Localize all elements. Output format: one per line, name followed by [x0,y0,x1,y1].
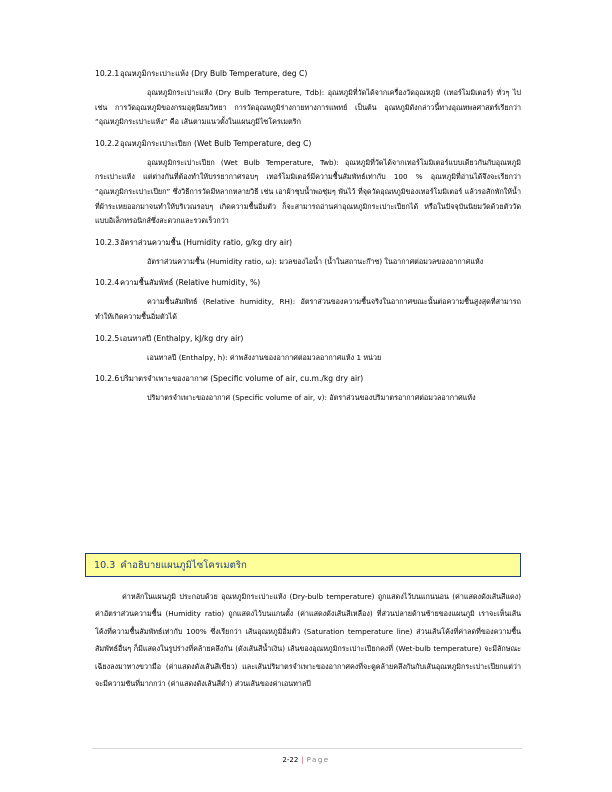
page-number: 2-22 [282,756,299,764]
section-paragraph: อุณหภูมิกระเปาะเปียก (Wet Bulb Temperature, Twb): อุณหภูมิที่วัดได้จากเทอร์โมมิเตอร์แบบเดียวกันกับอุณหภูมิกระเปาะแห้ง แต่ต่างกันที่ต้องทำให้บรรยากาศรอบๆ เทอร์โมมิเตอร์มีความชื้นสัมพัทธ์เท่ากับ 100 % อุณหภูมิที่อ่านได้จึงจะเรียกว่า “อุณหภูมิกระเปาะเปียก” ซึ่งวิธีการวัดมีหลากหลายวิธี เช่น เอาผ้าชุบน้ำพอชุ่มๆ พันไว้ ที่จุดวัดอุณหภูมิของเทอร์โมมิเตอร์ แล้วรอสักพักให้น้ำที่ผ้าระเหยออกมาจนทำให้บริเวณรอบๆ เกิดความชื้นอิ่มตัว ก็จะสามารถอ่านค่าอุณหภูมิกระเปาะเปียกได้ หรือในปัจจุบันนิยมวัดด้วยตัววัดแบบอิเล็กทรอนิกส์ซึ่งสะดวกและรวดเร็วกว่า [95,157,521,226]
body-paragraph: ค่าหลักในแผนภูมิ ประกอบด้วย อุณหภูมิกระเปาะแห้ง (Dry-bulb temperature) ถูกแสดงไว้บนแกนนอน (ค่าแสดงดังเส้นสีแดง) ค่าอัตราส่วนความชื้น (Humidity ratio) ถูกแสดงไว้บนแกนตั้ง (ค่าแสดงดังเส้นสีเหลือง) ที่ส่วนปลายด้านซ้ายของแผนภูมิ เราจะเห็นเส้นโค้งที่ความชื้นสัมพัทธ์เท่ากับ 100% ซึ่งเรียกว่า เส้นอุณหภูมิอิ่มตัว (Saturation temperature line) ส่วนเส้นโค้งที่ค่าลดที่ของความชื้นสัมพัทธ์อื่นๆ ก็มีแสดงในรูปร่างที่คล้ายคลึงกัน (ดังเส้นสีน้ำเงิน) เส้นของอุณหภูมิกระเปาะเปียกคงที่ (Wet-bulb temperature) จะมีลักษณะเฉียงลงมาทางขวามือ (ค่าแสดงดังเส้นสีเขียว) และเส้นปริมาตรจำเพาะของอากาศคงที่จะดูคล้ายคลึงกันกับเส้นอุณหภูมิกระเปาะเปียกแต่ว่าจะมีความชันที่มากกว่า (ค่าแสดงดังเส้นสีดำ) ส่วนเส้นของค่าเอนทาลปี [95,592,521,689]
section-paragraph: ความชื้นสัมพัทธ์ (Relative humidity, RH): อัตราส่วนของความชื้นจริงในอากาศขณะนั้นต่อความชื้นสูงสุดที่สามารถทำให้เกิดความชื้นอิ่มตัวได้ [95,297,521,321]
section-number: 10.2.6 [95,374,120,384]
section-title: ปริมาตรจำเพาะของอากาศ (Specific volume of air, cu.m./kg dry air) [120,374,364,384]
section-heading [95,277,521,288]
banner-number: 10.3 [94,559,116,571]
section-title: ความชื้นสัมพัทธ์ (Relative humidity, %) [120,278,261,288]
section-paragraph: อัตราส่วนความชื้น (Humidity ratio, ω): มวลของไอน้ำ (น้ำในสถานะก๊าซ) ในอากาศต่อมวลของอากาศแห้ง [147,256,484,266]
banner-title: คำอธิบายแผนภูมิไซโครเมตริก [120,559,247,571]
section-number: 10.2.2 [95,138,120,148]
section-number: 10.2.3 [95,237,120,247]
section-number: 10.2.1 [95,69,120,78]
section-banner [85,553,521,577]
section-heading [95,68,521,79]
section-paragraph: ปริมาตรจำเพาะของอากาศ (Specific volume of air, v): อัตราส่วนของปริมาตรอากาศต่อมวลอากาศแห้ง [147,393,476,403]
section-title: เอนทาลปี (Enthalpy, kJ/kg dry air) [120,333,244,343]
section-heading [95,138,521,149]
section-number: 10.2.5 [95,333,120,343]
page-word: Page [306,756,330,764]
footer-separator: | [301,756,304,764]
section-heading [95,333,521,344]
page-footer [0,756,612,764]
section-10-2-1 [95,68,521,130]
section-title: อุณหภูมิกระเปาะเปียก (Wet Bulb Temperature, deg C) [120,138,312,148]
section-10-2-2 [95,138,521,229]
section-title: อัตราส่วนความชื้น (Humidity ratio, g/kg dry air) [120,237,293,247]
section-title: อุณหภูมิกระเปาะแห้ง (Dry Bulb Temperature, deg C) [120,69,308,78]
section-heading [95,373,521,384]
section-10-2-3 [95,237,521,270]
section-number: 10.2.4 [95,278,120,288]
section-list [95,68,521,414]
footer-divider [92,748,522,749]
section-10-2-6 [95,373,521,406]
section-heading [95,237,521,248]
section-10-2-5 [95,333,521,366]
section-paragraph: อุณหภูมิกระเปาะแห้ง (Dry Bulb Temperature, Tdb): อุณหภูมิที่วัดได้จากเครื่องวัดอุณหภูมิ (เทอร์โมมิเตอร์) ทั่วๆ ไป เช่น การวัดอุณหภูมิของกรมอุตุนิยมวิทยา การวัดอุณหภูมิร่างกายทางการแพทย์ เป็นต้น อุณหภูมิดังกล่าวนี้ทางอุณหพลศาสตร์เรียกว่า “อุณหภูมิกระเปาะแห้ง” คือ เส้นตามแนวตั้งในแผนภูมิไซโครเมตริก [95,88,521,127]
section-paragraph: เอนทาลปี (Enthalpy, h): ค่าพลังงานของอากาศต่อมวลอากาศแห้ง 1 หน่วย [147,352,382,362]
section-10-2-4 [95,277,521,324]
